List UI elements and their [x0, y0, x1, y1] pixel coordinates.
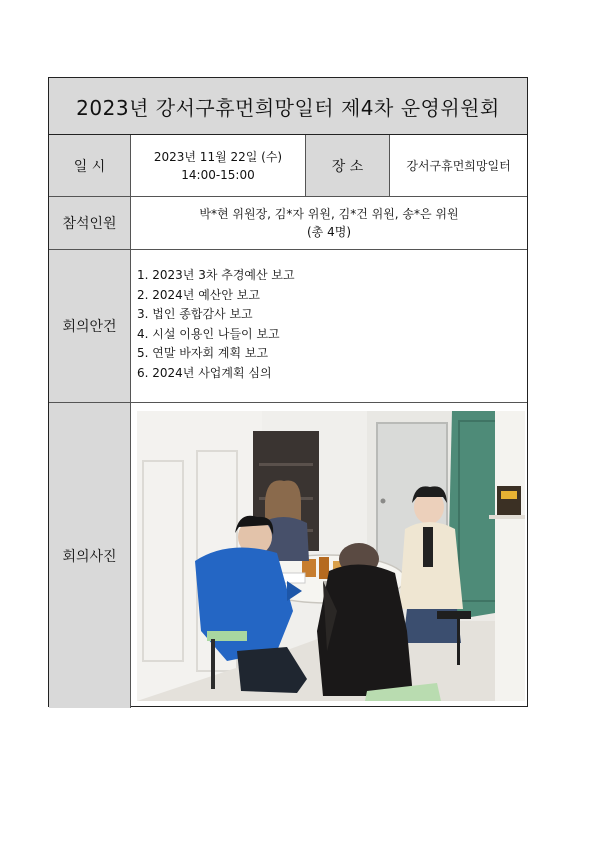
agenda-item: 2. 2024년 예산안 보고	[137, 287, 260, 302]
attendees-value	[131, 197, 527, 249]
photo-label: 회의사진	[49, 403, 131, 708]
attendee-total: (총 4명)	[307, 225, 351, 239]
agenda-item: 3. 법인 종합감사 보고	[137, 307, 253, 321]
meeting-time: 14:00-15:00	[181, 167, 255, 182]
meeting-photo	[137, 411, 525, 701]
attendee-names: 박*현 위원장, 김*자 위원, 김*건 위원, 송*은 위원	[199, 207, 459, 221]
agenda-item: 5. 연말 바자회 계획 보고	[137, 346, 269, 360]
datetime-place-row	[49, 135, 527, 197]
agenda-item: 1. 2023년 3차 추경예산 보고	[137, 268, 295, 282]
meeting-report-table	[48, 77, 528, 707]
place-value: 강서구휴먼희망일터	[406, 158, 511, 173]
agenda-list	[137, 266, 295, 383]
attendees-row	[49, 197, 527, 250]
place-label: 장 소	[306, 135, 390, 196]
datetime-label: 일 시	[49, 135, 131, 196]
title-row	[49, 78, 527, 135]
meeting-date: 2023년 11월 22일 (수)	[153, 149, 283, 164]
agenda-item: 4. 시설 이용인 나들이 보고	[137, 326, 280, 341]
agenda-label: 회의안건	[49, 250, 131, 402]
datetime-value	[131, 135, 306, 196]
agenda-row	[49, 250, 527, 403]
agenda-item: 6. 2024년 사업계획 심의	[137, 365, 272, 380]
document-title: 2023년 강서구휴먼희망일터 제4차 운영위원회	[76, 95, 500, 120]
attendees-label: 참석인원	[49, 197, 131, 249]
photo-row	[49, 403, 527, 708]
